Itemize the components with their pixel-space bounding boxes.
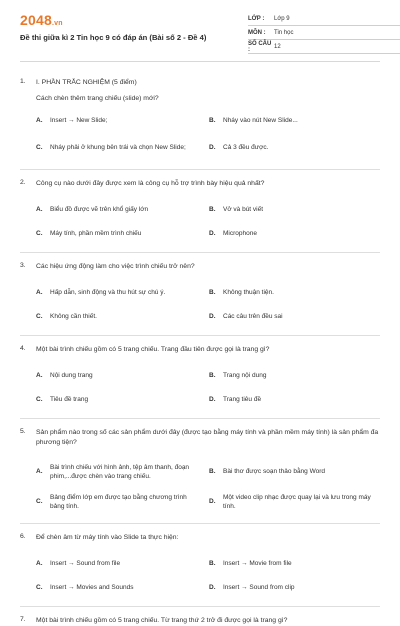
option-a[interactable]: A. Hấp dẫn, sinh động và thu hút sự chú ý. <box>36 289 166 297</box>
option-d[interactable]: D. Cả 3 đều được. <box>209 144 269 152</box>
question-list <box>20 62 380 626</box>
question-2 <box>20 179 380 253</box>
divider <box>20 252 380 253</box>
question-text: Để chèn âm từ máy tính vào Slide ta thực hiện: <box>36 534 179 541</box>
divider <box>20 606 380 607</box>
question-number: 2. <box>20 179 26 186</box>
info-row-subject <box>248 26 400 40</box>
logo-text: 2048 <box>20 12 52 28</box>
question-7 <box>20 616 380 626</box>
exam-header <box>20 0 380 62</box>
option-b[interactable]: B. Insert → Movie from file <box>209 560 292 568</box>
option-b[interactable]: B. Nháy vào nút New Slide... <box>209 117 298 125</box>
option-d[interactable]: D. Các câu trên đều sai <box>209 313 283 321</box>
exam-title: Đề thi giữa kì 2 Tin học 9 có đáp án (Bài số 2 - Đề 4) <box>20 33 207 42</box>
class-value: Lớp 9 <box>274 15 290 22</box>
question-number: 6. <box>20 533 26 540</box>
question-text: Một bài trình chiếu gồm có 5 trang chiếu. Từ trang thứ 2 trở đi được gọi là trang gì? <box>36 617 288 624</box>
count-value: 12 <box>274 43 281 50</box>
question-text: Sản phẩm nào trong số các sản phẩm dưới đây (được tạo bằng máy tính và phần mềm máy tính) là sản phẩm đa phương tiện? <box>36 429 379 446</box>
question-number: 4. <box>20 345 26 352</box>
question-number: 7. <box>20 616 26 623</box>
option-a[interactable]: A. Insert → Sound from file <box>36 560 121 568</box>
option-c[interactable]: C. Máy tính, phần mềm trình chiếu <box>36 230 142 238</box>
option-c[interactable]: C. Bảng điểm lớp em được tạo bằng chương trình bảng tính. <box>36 493 187 510</box>
divider <box>20 169 380 170</box>
question-4 <box>20 345 380 419</box>
count-label: SỐ CÂU : <box>248 40 272 53</box>
question-6 <box>20 533 380 607</box>
question-3 <box>20 262 380 336</box>
option-a[interactable]: A. Nội dung trang <box>36 372 93 380</box>
question-text: Các hiệu ứng động làm cho việc trình chiếu trở nên? <box>36 263 195 270</box>
option-a[interactable]: A. Biểu đồ được vẽ trên khổ giấy lớn <box>36 206 149 214</box>
option-d[interactable]: D. Trang tiêu đề <box>209 396 262 404</box>
option-c[interactable]: C. Insert → Movies and Sounds <box>36 584 134 592</box>
divider <box>20 523 380 524</box>
option-d[interactable]: D. Microphone <box>209 230 257 238</box>
option-a[interactable]: A. Bài trình chiếu với hình ảnh, tệp âm thanh, đoạn phim,...được chèn vào trang chiếu. <box>36 463 190 480</box>
option-c[interactable]: C. Không cần thiết. <box>36 313 97 321</box>
option-d[interactable]: D. Một video clip nhạc được quay lại và lưu trong máy tính. <box>209 493 371 510</box>
divider <box>20 335 380 336</box>
info-row-count <box>248 40 400 54</box>
question-1 <box>20 78 380 170</box>
option-c[interactable]: C. Tiêu đề trang <box>36 396 89 404</box>
question-text: Một bài trình chiếu gồm có 5 trang chiếu. Trang đầu tiên được gọi là trang gì? <box>36 346 270 353</box>
option-b[interactable]: B. Bài thơ được soạn thảo bằng Word <box>209 468 326 476</box>
option-c[interactable]: C. Nháy phải ở khung bên trái và chọn New Slide; <box>36 144 186 152</box>
subject-value: Tin học <box>274 29 294 36</box>
question-text: Cách chèn thêm trang chiếu (slide) mới? <box>36 95 159 102</box>
class-label: LỚP : <box>248 15 265 22</box>
subject-label: MÔN : <box>248 29 266 36</box>
logo-suffix: .vn <box>51 20 63 27</box>
question-text: Công cụ nào dưới đây được xem là công cụ hỗ trợ trình bày hiệu quả nhất? <box>36 180 265 187</box>
question-number: 3. <box>20 262 26 269</box>
info-row-class <box>248 12 400 26</box>
divider <box>20 418 380 419</box>
option-a[interactable]: A. Insert → New Slide; <box>36 117 108 125</box>
option-b[interactable]: B. Trang nội dung <box>209 372 267 380</box>
option-b[interactable]: B. Vở và bút viết <box>209 206 264 214</box>
question-number: 5. <box>20 428 26 435</box>
question-5 <box>20 428 380 524</box>
option-b[interactable]: B. Không thuận tiện. <box>209 289 274 297</box>
option-d[interactable]: D. Insert → Sound from clip <box>209 584 295 592</box>
site-logo[interactable] <box>20 12 63 28</box>
section-title: I. PHẦN TRẮC NGHIỆM (5 điểm) <box>36 79 137 86</box>
exam-info-box <box>248 12 400 54</box>
question-number: 1. <box>20 78 26 85</box>
